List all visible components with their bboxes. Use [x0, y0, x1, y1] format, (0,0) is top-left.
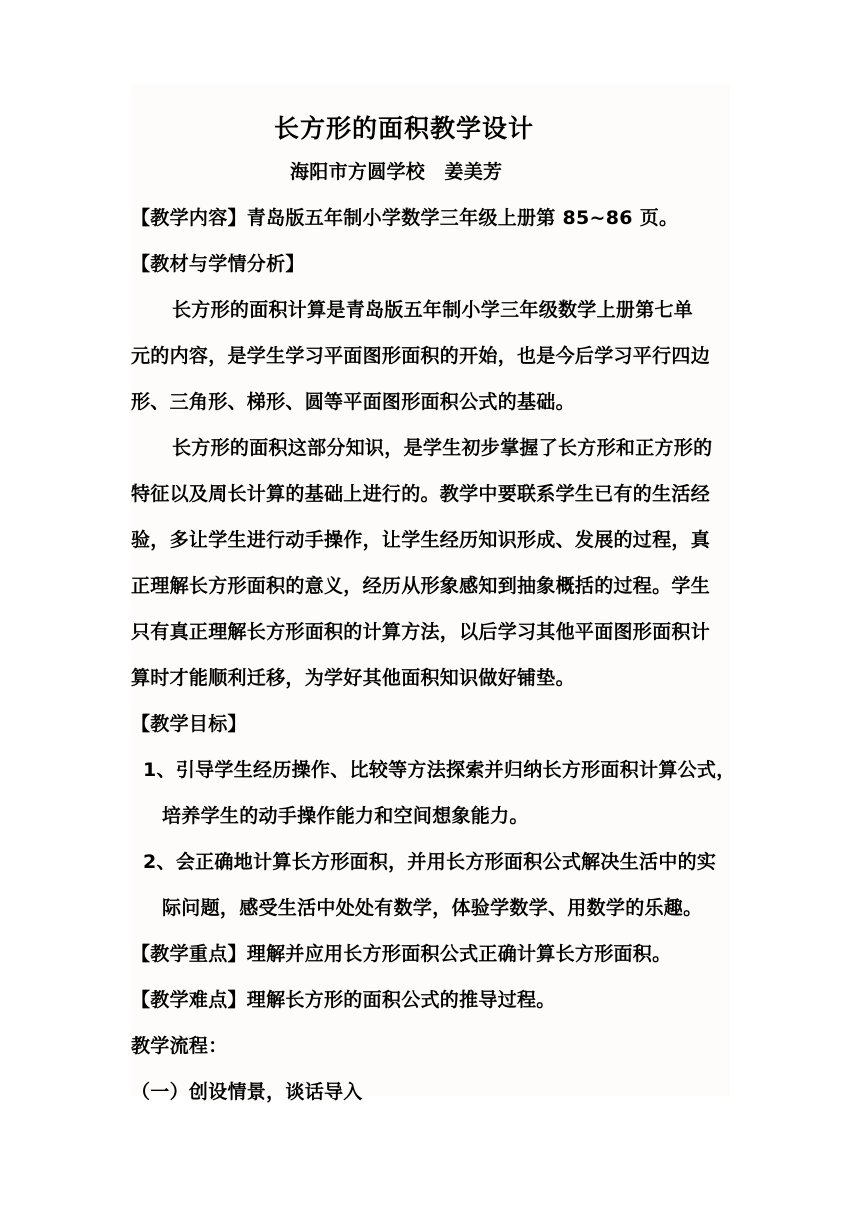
document-title: 长方形的面积教学设计 [274, 114, 535, 143]
analysis-p1-line-3: 形、三角形、梯形、圆等平面图形面积公式的基础。 [131, 391, 575, 413]
analysis-p2-line-6: 算时才能顺利迁移，为学好其他面积知识做好铺垫。 [131, 667, 575, 689]
analysis-p1-line-1: 长方形的面积计算是青岛版五年制小学三年级数学上册第七单 [172, 299, 694, 321]
analysis-p2-line-1: 长方形的面积这部分知识，是学生初步掌握了长方形和正方形的 [172, 437, 713, 459]
author-line: 海阳市方圆学校 姜美芳 [290, 161, 503, 183]
goal-1-line-1: 1、引导学生经历操作、比较等方法探索并归纳长方形面积计算公式， [143, 759, 736, 781]
analysis-p2-line-3: 验，多让学生进行动手操作，让学生经历知识形成、发展的过程，真 [131, 529, 711, 551]
process-heading: 教学流程： [131, 1035, 228, 1057]
difficulty-point: 【教学难点】理解长方形的面积公式的推导过程。 [131, 989, 556, 1011]
goals-heading: 【教学目标】 [131, 713, 247, 735]
section-1-heading: （一）创设情景，谈话导入 [131, 1081, 363, 1103]
analysis-p2-line-2: 特征以及周长计算的基础上进行的。教学中要联系学生已有的生活经 [131, 483, 711, 505]
analysis-heading: 【教材与学情分析】 [131, 253, 305, 275]
analysis-p2-line-4: 正理解长方形面积的意义，经历从形象感知到抽象概括的过程。学生 [131, 575, 711, 597]
goal-1-line-2: 培养学生的动手操作能力和空间想象能力。 [162, 805, 529, 827]
key-point: 【教学重点】理解并应用长方形面积公式正确计算长方形面积。 [131, 943, 672, 965]
analysis-p1-line-2: 元的内容，是学生学习平面图形面积的开始，也是今后学习平行四边 [131, 345, 711, 367]
teaching-content: 【教学内容】青岛版五年制小学数学三年级上册第 85~86 页。 [131, 207, 679, 229]
goal-2-line-1: 2、会正确地计算长方形面积，并用长方形面积公式解决生活中的实 [143, 851, 717, 873]
analysis-p2-line-5: 只有真正理解长方形面积的计算方法，以后学习其他平面图形面积计 [131, 621, 711, 643]
goal-2-line-2: 际问题，感受生活中处处有数学，体验学数学、用数学的乐趣。 [162, 897, 703, 919]
